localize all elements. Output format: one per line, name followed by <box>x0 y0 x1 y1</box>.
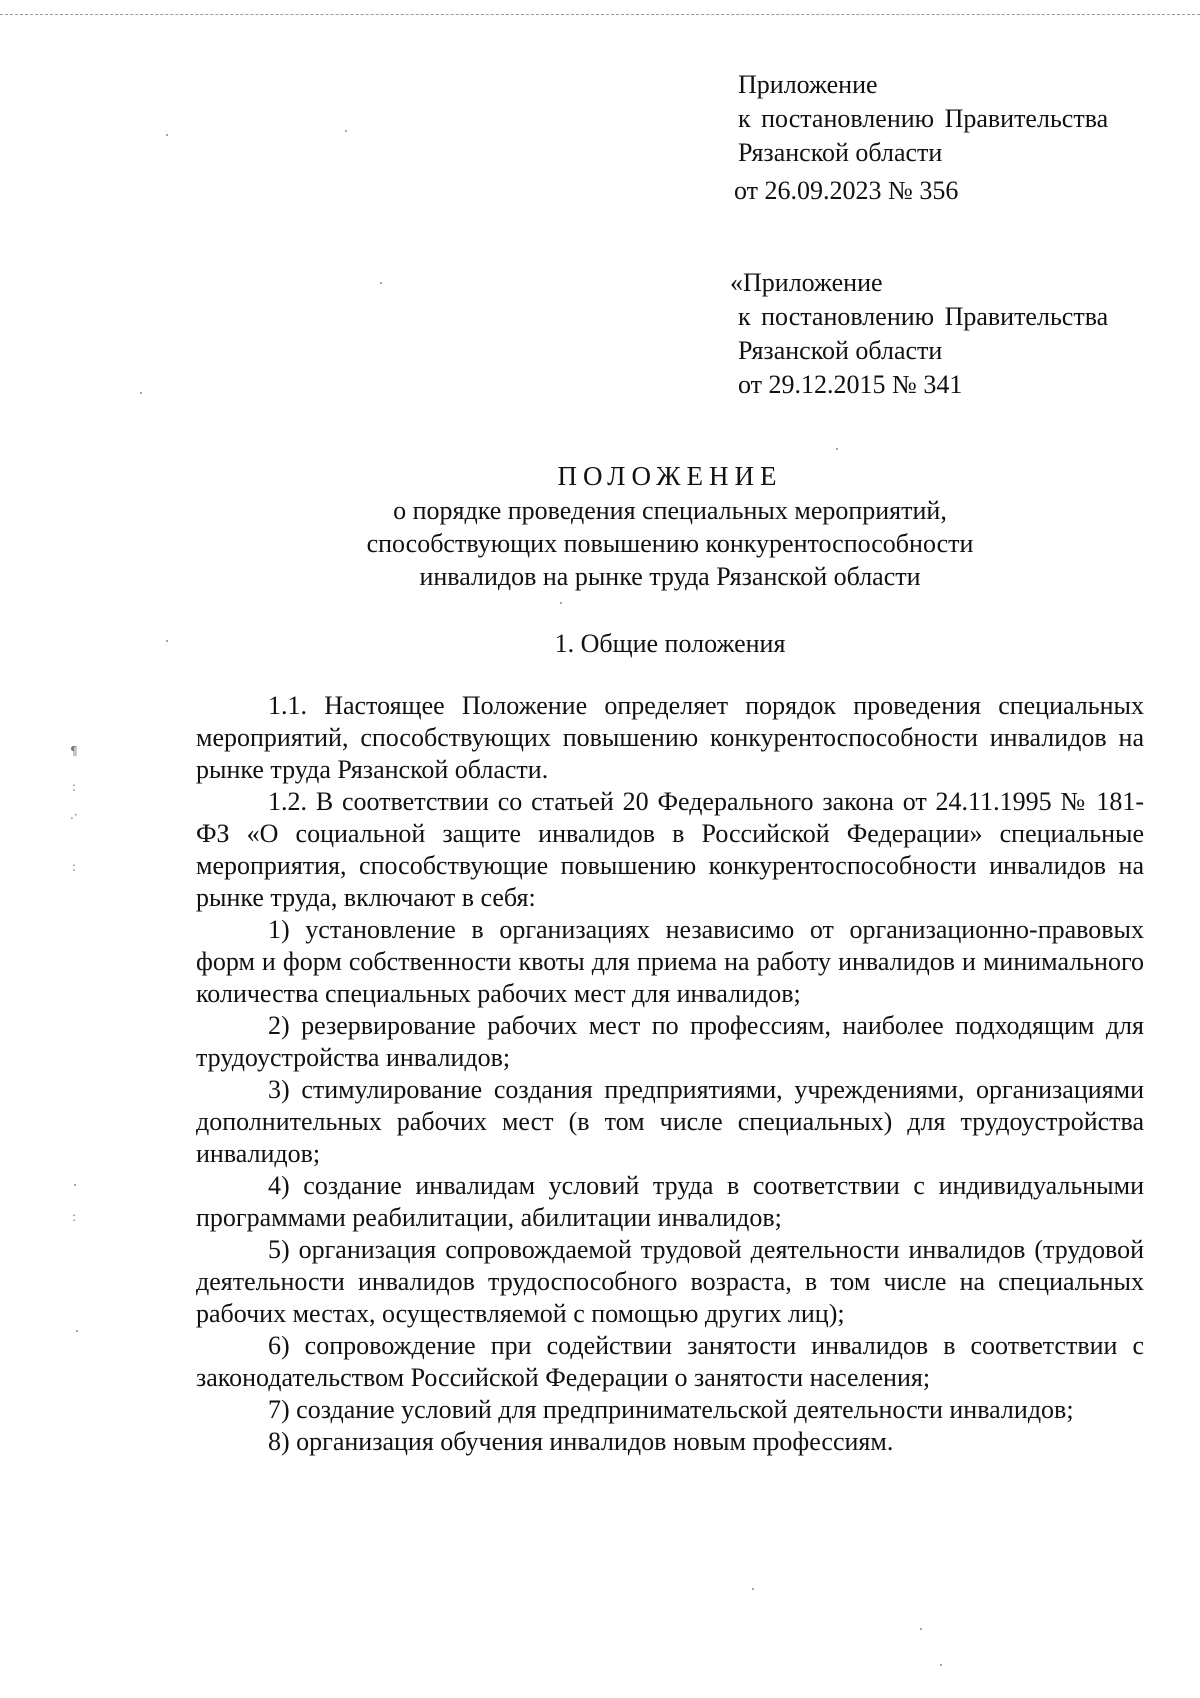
annex-original-line3: Рязанской области <box>738 336 943 365</box>
scan-speck <box>836 448 838 450</box>
annex-original <box>730 266 1109 402</box>
annex-current-line3: Рязанской области <box>738 138 943 167</box>
scan-speck <box>76 1330 78 1332</box>
document-subtitle-line1: о порядке проведения специальных мероприятий, <box>393 496 947 525</box>
annex-original-line1: «Приложение <box>730 268 883 297</box>
margin-scan-mark: : <box>72 780 77 794</box>
margin-scan-mark: ¶ <box>70 744 78 758</box>
list-item-7: 7) создание условий для предпринимательской деятельности инвалидов; <box>268 1395 1074 1424</box>
list-item-4: 4) создание инвалидам условий труда в соответствии с индивидуальными программами реабилитации, абилитации инвалидов; <box>196 1171 1144 1232</box>
scan-speck <box>74 1184 76 1186</box>
scan-speck <box>560 602 562 604</box>
scan-speck <box>166 640 168 642</box>
margin-scan-mark: : <box>72 1210 77 1224</box>
list-item-1: 1) установление в организациях независимо от организационно-правовых форм и форм собственности квоты для приема на работу инвалидов и минимального количества специальных рабочих мест для инвалидов; <box>196 915 1144 1008</box>
margin-scan-mark: : <box>72 860 77 874</box>
annex-current-line1: Приложение <box>738 70 878 99</box>
annex-current-line2: к постановлению Правительства <box>738 104 1109 133</box>
scan-speck <box>752 1588 754 1590</box>
list-item-5: 5) организация сопровождаемой трудовой деятельности инвалидов (трудовой деятельности инвалидов трудоспособного возраста, в том числе на специальных рабочих местах, осуществляемой с помощью других лиц); <box>196 1235 1144 1328</box>
paragraph-1-1: 1.1. Настоящее Положение определяет порядок проведения специальных мероприятий, способствующих повышению конкурентоспособности инвалидов на рынке труда Рязанской области. <box>196 691 1144 784</box>
section-heading: 1. Общие положения <box>554 629 786 658</box>
list-item-2: 2) резервирование рабочих мест по профессиям, наиболее подходящим для трудоустройства инвалидов; <box>196 1011 1144 1072</box>
annex-original-line2: к постановлению Правительства <box>738 302 1109 331</box>
paragraph-1-2: 1.2. В соответствии со статьей 20 Федерального закона от 24.11.1995 № 181-ФЗ «О социальной защите инвалидов в Российской Федерации» специальные мероприятия, способствующие повышению конкурентоспособности инвалидов на рынке труда, включают в себя: <box>196 787 1144 912</box>
scan-speck <box>380 282 382 284</box>
document-body <box>196 690 1144 1458</box>
annex-current <box>734 68 1109 208</box>
document-title: ПОЛОЖЕНИЕ <box>557 461 783 491</box>
margin-scan-mark: .· <box>70 808 78 822</box>
list-item-6: 6) сопровождение при содействии занятости инвалидов в соответствии с законодательством Российской Федерации о занятости населения; <box>196 1331 1144 1392</box>
annex-current-date: от 26.09.2023 № 356 <box>734 176 959 205</box>
scan-speck <box>920 1628 922 1630</box>
document-title-block <box>200 460 1140 593</box>
scan-speck <box>140 392 142 394</box>
list-item-8: 8) организация обучения инвалидов новым профессиям. <box>268 1427 894 1456</box>
document-subtitle-line2: способствующих повышению конкурентоспособности <box>366 529 974 558</box>
list-item-3: 3) стимулирование создания предприятиями, учреждениями, организациями дополнительных рабочих мест (в том числе специальных) для трудоустройства инвалидов; <box>196 1075 1144 1168</box>
scan-speck <box>166 134 168 136</box>
annex-original-date: от 29.12.2015 № 341 <box>738 370 963 399</box>
scan-speck <box>345 130 347 132</box>
scan-edge-line <box>0 14 1200 15</box>
scan-speck <box>940 1664 942 1666</box>
document-subtitle-line3: инвалидов на рынке труда Рязанской области <box>419 562 921 591</box>
